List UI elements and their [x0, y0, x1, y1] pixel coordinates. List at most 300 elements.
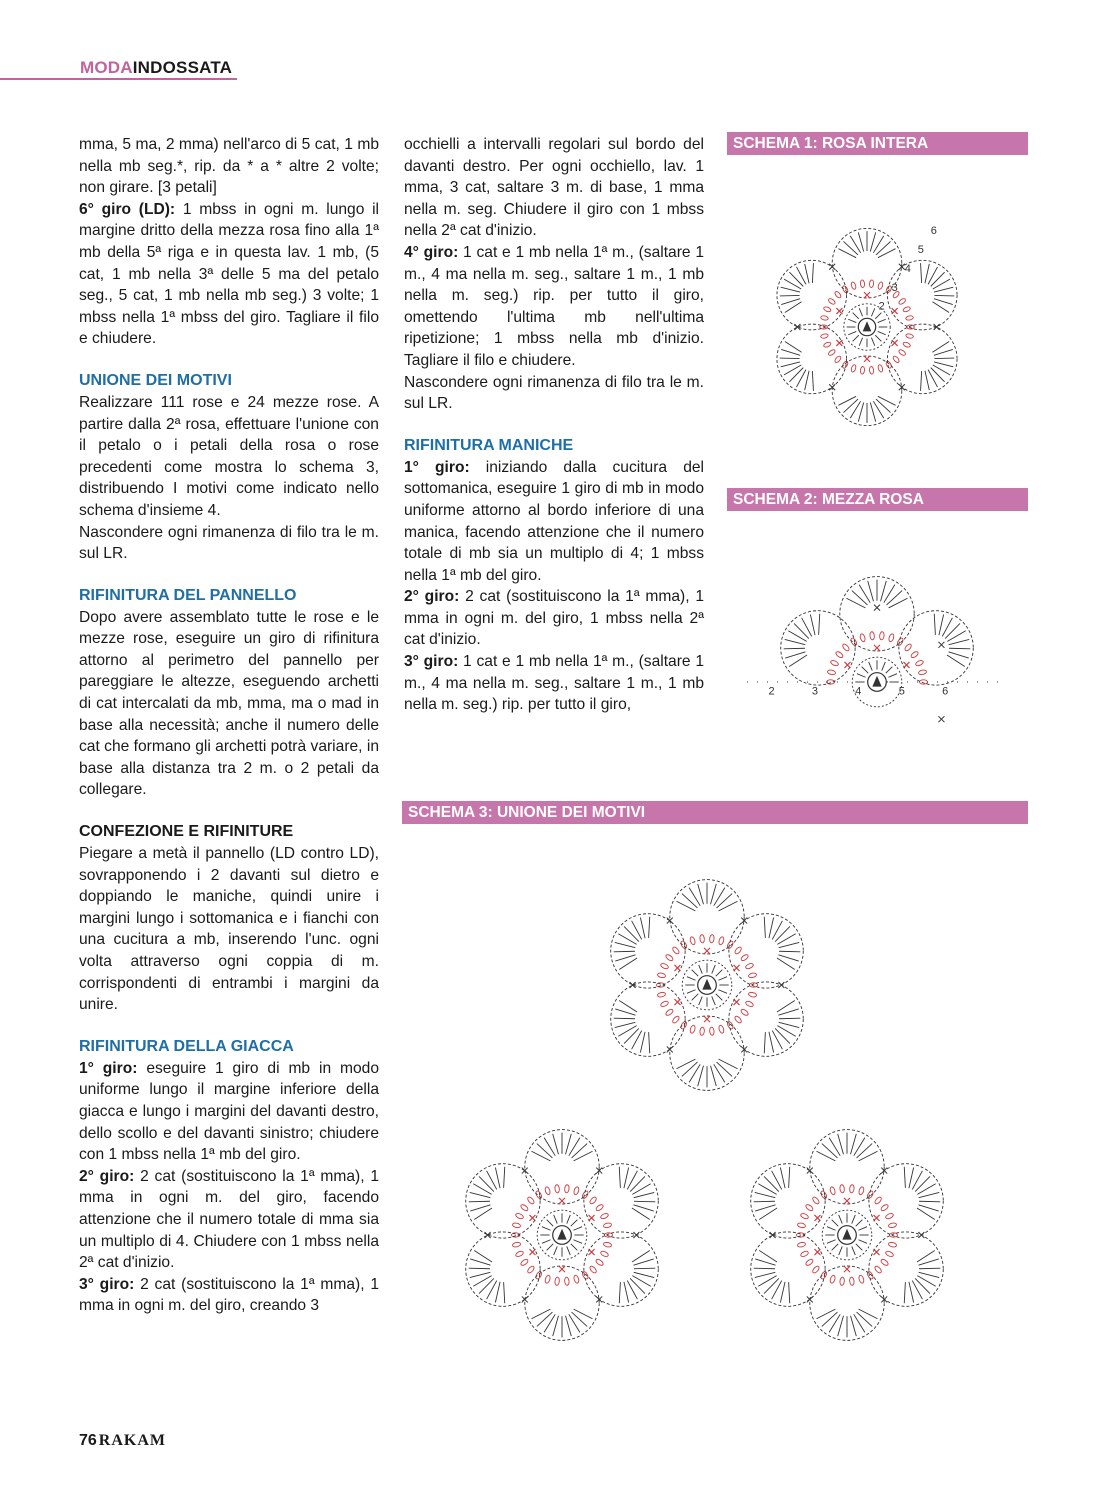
treble-stitch [785, 652, 805, 658]
single-crochet-red [874, 645, 880, 651]
treble-stitch [789, 368, 803, 382]
chain-stitch-red [600, 1212, 609, 1219]
chain-stitch-red [660, 1000, 669, 1007]
treble-stitch [838, 1316, 844, 1336]
single-crochet-mark [938, 642, 944, 648]
treble-stitch [633, 1259, 653, 1265]
paragraph: Piegare a metà il pannello (LD contro LD), sovrapponendo i 2 davanti sul dietro e doppiando le maniche, quindi unire i margini lungo i sottomanica e i fianchi con una cucitura a mb, inserendo l'unc. ogni volta attraverso ogni coppia di m. corrispondenti di entrambi i margini da unire. [79, 845, 379, 1014]
treble-stitch [711, 1066, 717, 1086]
chain-stitch-red [573, 1186, 580, 1195]
treble-stitch [919, 1201, 940, 1202]
stitch-mark [716, 970, 723, 977]
chain-stitch-red [812, 1265, 821, 1274]
treble-stitch [939, 615, 944, 636]
treble-stitch [627, 1171, 637, 1190]
chain-stitch-red [718, 936, 725, 945]
treble-stitch [566, 1316, 572, 1336]
single-crochet-red [559, 1198, 565, 1204]
treble-stitch [912, 1281, 922, 1300]
treble-stitch [615, 955, 635, 961]
treble-stitch [566, 1134, 572, 1154]
treble-stitch [755, 1205, 775, 1211]
stitch-mark [848, 331, 856, 334]
stitch-mark [875, 313, 881, 319]
chain-stitch-red [842, 643, 851, 652]
treble-stitch [764, 917, 765, 938]
round-label: 1° giro: [404, 458, 470, 476]
chain-stitch-red [827, 669, 836, 675]
treble-stitch [934, 614, 935, 635]
treble-stitch [470, 1192, 491, 1197]
treble-stitch [878, 396, 896, 405]
treble-stitch [473, 1276, 491, 1287]
treble-stitch [881, 581, 887, 601]
treble-stitch [714, 888, 725, 906]
treble-stitch [574, 1309, 593, 1319]
stitch-mark [856, 1244, 863, 1251]
treble-stitch [676, 901, 695, 911]
treble-stitch [689, 1064, 700, 1082]
round-number-label: 2 [768, 685, 775, 698]
section-label-black: INDOSSATA [132, 58, 233, 77]
treble-stitch [487, 1281, 497, 1300]
single-crochet-red [674, 965, 680, 971]
round-text: 1 cat e 1 mb nella 1ª m., (saltare 1 m., 4 ma nella m. seg., saltare 1 m., 1 mb nella m. seg.) rip. per tutto il giro, [404, 653, 704, 714]
paragraph [79, 1274, 379, 1317]
treble-stitch [917, 1250, 935, 1262]
treble-stitch [794, 623, 809, 638]
chain-stitch-red [879, 632, 884, 640]
treble-stitch [934, 358, 954, 359]
stitch-mark [858, 1240, 867, 1244]
treble-stitch [878, 249, 896, 258]
chain-stitch-red [805, 1258, 814, 1266]
treble-stitch [859, 1151, 878, 1161]
chain-stitch-red [680, 1021, 688, 1030]
chain-stitch-red [828, 298, 836, 306]
treble-stitch [619, 1167, 620, 1188]
treble-stitch [909, 1282, 914, 1303]
paragraph: Dopo avere assemblato tutte le rose e le mezze rose, eseguire un giro di rifinitura attorno al perimetro del pannello per pareggiare le altezze, eseguendo archetti di cat intercalati da mb, mma, ma o mad in base alla necessità; anche il numero delle cat che formano gli archetti potrà variare, in base alla distanza tra 2 m. o 2 petali da collegare. [79, 608, 379, 799]
treble-stitch [857, 1144, 873, 1158]
treble-stitch [772, 1031, 782, 1050]
treble-stitch [919, 1192, 940, 1197]
treble-stitch [945, 623, 960, 638]
treble-stitch [838, 249, 856, 258]
single-crochet-red [589, 1249, 595, 1255]
treble-stitch [933, 365, 950, 375]
treble-stitch [785, 341, 802, 352]
treble-stitch [779, 1018, 800, 1019]
round-number-label: 6 [942, 685, 949, 698]
treble-stitch [714, 1064, 725, 1082]
treble-stitch [921, 371, 922, 391]
treble-stitch [632, 1250, 650, 1262]
treble-stitch [928, 370, 937, 387]
treble-stitch [785, 639, 806, 644]
chain-stitch-red [689, 1025, 696, 1034]
treble-stitch [873, 401, 883, 418]
chain-stitch-red [665, 954, 674, 962]
single-crochet-mark [770, 1232, 776, 1238]
treble-stitch [912, 1171, 922, 1190]
stitch-mark [832, 1244, 839, 1251]
round-label: 2° giro: [79, 1167, 135, 1185]
round-text: 1 cat e 1 mb nella 1ª m., (saltare 1 m., 4 ma nella m. seg., saltare 1 m., 1 mb nella m. seg.) rip. per tutto il giro, omettendo l'ultima mb nell'ultima ripetizione; 1 mbss nella mb d'inizio. Tagliare il filo e chiudere. [404, 243, 704, 369]
stitch-mark [827, 1227, 836, 1231]
treble-stitch [822, 1144, 838, 1158]
treble-stitch [780, 1168, 785, 1189]
stitch-mark [882, 662, 886, 671]
stitch-mark [852, 1246, 856, 1255]
chain-stitch-red [829, 1186, 836, 1195]
round-label: 3° giro: [404, 653, 459, 671]
treble-stitch [947, 631, 965, 642]
treble-stitch [632, 1208, 650, 1220]
chain-stitch-red [905, 315, 913, 321]
treble-stitch [870, 232, 875, 251]
treble-stitch [627, 1281, 637, 1300]
section-heading: RIFINITURA MANICHE [404, 436, 574, 454]
treble-stitch [772, 1281, 782, 1300]
stitch-mark [699, 965, 703, 974]
round-number-label: 6 [930, 225, 937, 238]
treble-stitch [781, 349, 800, 355]
chain-stitch-red [745, 962, 754, 969]
treble-stitch [470, 1259, 490, 1265]
treble-stitch [618, 934, 636, 945]
treble-stitch [919, 1268, 940, 1269]
chain-stitch-red [812, 1196, 821, 1205]
single-crochet-mark [934, 324, 940, 330]
single-crochet-red [704, 948, 710, 954]
treble-stitch [781, 287, 800, 292]
chain-stitch-red [834, 291, 842, 299]
round-number-label: 5 [917, 244, 924, 257]
chain-stitch-red [740, 1008, 749, 1016]
stitch-mark [875, 335, 881, 341]
stitch-mark [856, 1220, 863, 1227]
round-text: iniziando dalla cucitura del sottomanica, eseguire 1 giro di mb in modo uniforme attorno al bordo inferiore di una manica, facendo attenzione che il numero totale di mb sia un multiplo di 4; 1 mbss nella 1ª mb del giro. [404, 458, 704, 584]
treble-stitch [470, 1272, 491, 1277]
treble-stitch [676, 1059, 695, 1069]
treble-stitch [474, 1250, 492, 1262]
single-crochet-red [874, 1215, 880, 1221]
section-heading: UNIONE DEI MOTIVI [79, 371, 232, 389]
stitch-mark [571, 1220, 578, 1227]
stitch-mark [542, 1240, 551, 1244]
treble-stitch [784, 365, 801, 375]
treble-stitch [816, 1151, 835, 1161]
treble-stitch [934, 287, 953, 292]
stitch-mark [871, 338, 874, 346]
treble-stitch [925, 264, 929, 283]
treble-stitch [784, 279, 801, 289]
stitch-mark [692, 994, 699, 1001]
single-crochet-red [892, 308, 898, 314]
treble-stitch [781, 362, 800, 367]
treble-stitch [846, 598, 865, 608]
single-crochet-mark [938, 716, 944, 722]
treble-stitch [572, 1144, 588, 1158]
treble-stitch [775, 926, 790, 941]
chain-stitch-red [835, 651, 844, 659]
chain-stitch-red [564, 1277, 569, 1285]
treble-stitch [624, 926, 639, 941]
treble-stitch [915, 1176, 930, 1191]
treble-stitch [884, 585, 895, 603]
treble-stitch [779, 951, 800, 952]
treble-stitch [772, 921, 782, 940]
treble-stitch [624, 1028, 639, 1043]
treble-stitch [777, 958, 795, 970]
chain-stitch-red [829, 1275, 836, 1284]
chain-stitch-red [748, 992, 757, 998]
section-heading: RIFINITURA DELLA GIACCA [79, 1037, 294, 1055]
treble-stitch [933, 279, 950, 289]
chain-stitch-red [888, 1242, 897, 1248]
chain-stitch-red [718, 1025, 725, 1034]
chain-stitch-red [880, 1258, 889, 1266]
chain-stitch-red [603, 1242, 612, 1248]
chain-stitch-red [905, 333, 913, 339]
treble-stitch [843, 241, 858, 254]
treble-stitch [789, 272, 803, 286]
treble-stitch [764, 1176, 779, 1191]
stitch-mark [853, 313, 859, 319]
treble-stitch [618, 1026, 636, 1037]
treble-stitch [876, 241, 891, 254]
single-crochet-red [814, 1249, 820, 1255]
chain-stitch-red [734, 1015, 743, 1024]
chain-stitch-red [869, 366, 874, 374]
treble-stitch [689, 888, 700, 906]
treble-stitch [473, 1184, 491, 1195]
treble-stitch [904, 1282, 905, 1303]
treble-stitch [857, 1312, 873, 1326]
stitch-mark [852, 1215, 856, 1224]
header-rule [0, 78, 237, 80]
treble-stitch [789, 655, 807, 667]
chain-stitch-red [573, 1275, 580, 1284]
treble-stitch [850, 401, 860, 418]
chain-stitch-red [595, 1204, 604, 1212]
chain-stitch-red [672, 946, 681, 955]
stitch-mark [716, 994, 723, 1001]
stitch-mark [827, 1240, 836, 1244]
round-text: 1 mbss in ogni m. lungo il margine dritto della mezza rosa fino alla 1ª mb della 5ª riga e in questa lav. 1 mb, (5 cat, 1 mb nella 3ª delle 5 ma del petalo seg., 5 cat, 1 mb nella mb seg.) 3 volte; 1 mbss nella 1ª mbss del giro. Tagliare il filo e chiudere. [79, 200, 380, 348]
stitch-mark [839, 1246, 843, 1255]
treble-stitch [469, 1201, 490, 1202]
treble-stitch [649, 1032, 650, 1053]
chain-stitch-red [595, 1258, 604, 1266]
round-number-label: 4 [904, 262, 911, 275]
treble-stitch [931, 368, 945, 382]
treble-stitch [949, 648, 970, 649]
chain-stitch-red [858, 1186, 865, 1195]
treble-stitch [931, 272, 945, 286]
stitch-mark [886, 667, 893, 674]
chain-stitch-red [823, 306, 832, 313]
treble-stitch [889, 598, 908, 608]
treble-stitch [630, 1176, 645, 1191]
treble-stitch [649, 917, 650, 938]
treble-stitch [805, 371, 809, 390]
treble-stitch [755, 1259, 775, 1265]
treble-stitch [719, 1059, 738, 1069]
treble-stitch [854, 1314, 865, 1332]
treble-stitch [553, 1316, 559, 1336]
paragraph [404, 586, 704, 651]
chain-stitch-red [660, 962, 669, 969]
treble-stitch [805, 264, 809, 283]
treble-stitch [904, 1167, 905, 1188]
treble-stitch [640, 1032, 645, 1053]
single-crochet-red [589, 1215, 595, 1221]
treble-stitch [634, 1272, 655, 1277]
treble-stitch [544, 1314, 555, 1332]
round-text: 2 cat (sostituiscono la 1ª mma), 1 mma in ogni m. del giro, facendo attenzione che il numero totale di mma sia un multiplo di 4. Chiudere con 1 mbss nella 2ª cat d'inizio. [79, 1167, 379, 1272]
chain-stitch-red [603, 1222, 612, 1228]
treble-stitch [812, 263, 813, 283]
treble-stitch [717, 1062, 733, 1076]
paragraph [79, 199, 379, 350]
treble-stitch [859, 1309, 878, 1319]
start-arrow-icon [557, 1229, 566, 1240]
treble-stitch [829, 1138, 840, 1156]
treble-stitch [843, 399, 858, 412]
section-header [80, 58, 232, 78]
chain-stitch-red [820, 315, 828, 321]
stitch-mark [857, 674, 866, 678]
chain-stitch-red [745, 1000, 754, 1007]
treble-stitch [819, 614, 820, 635]
round-number-label: 4 [855, 685, 862, 698]
paragraph: Nascondere ogni rimanenza di filo tra le m. sul LR. [404, 373, 704, 413]
stitch-mark [839, 1215, 843, 1224]
treble-stitch [632, 1184, 650, 1195]
treble-stitch [764, 1032, 765, 1053]
treble-stitch [504, 1282, 505, 1303]
treble-stitch [925, 371, 929, 390]
chain-stitch-red [874, 1265, 883, 1274]
treble-stitch [682, 894, 698, 908]
chain-stitch-red [850, 364, 856, 372]
treble-stitch [682, 1062, 698, 1076]
round-number-label: 3 [891, 281, 898, 294]
treble-stitch [537, 1312, 553, 1326]
stitch-mark [859, 308, 862, 316]
chain-stitch-red [840, 1185, 845, 1193]
schema-3-title: SCHEMA 3: UNIONE DEI MOTIVI [402, 801, 1028, 824]
chain-stitch-red [700, 1027, 705, 1035]
chain-stitch-red [902, 341, 911, 348]
treble-stitch [495, 1282, 500, 1303]
treble-stitch [781, 299, 800, 305]
chain-stitch-red [849, 1185, 854, 1193]
chain-stitch-red [877, 364, 883, 372]
single-crochet-red [836, 340, 842, 346]
chain-stitch-red [657, 992, 666, 998]
stitch-mark [718, 977, 727, 981]
treble-stitch [487, 1171, 497, 1190]
start-arrow-icon [872, 676, 881, 687]
chain-stitch-red [823, 341, 832, 348]
chain-stitch-red [515, 1212, 524, 1219]
stitch-mark [871, 308, 874, 316]
section-label-pink: MODA [80, 58, 133, 77]
stitch-mark [692, 970, 699, 977]
single-crochet-red [734, 965, 740, 971]
chain-stitch-red [544, 1275, 551, 1284]
stitch-mark [554, 1215, 558, 1224]
chain-stitch-red [535, 1190, 543, 1199]
stitch-mark [573, 1227, 582, 1231]
chain-stitch-red [919, 680, 927, 684]
treble-stitch [754, 1268, 775, 1269]
chain-stitch-red [874, 1196, 883, 1205]
treble-stitch [934, 295, 954, 296]
schema-1-rose-diagram [727, 172, 1027, 472]
start-arrow-icon [702, 979, 711, 990]
treble-stitch [777, 1000, 795, 1012]
treble-stitch [632, 1031, 642, 1050]
stitch-mark [712, 965, 716, 974]
treble-stitch [574, 1151, 593, 1161]
treble-stitch [758, 1276, 776, 1287]
paragraph [404, 457, 704, 587]
round-text: 2 cat (sostituiscono la 1ª mma), 1 mma in ogni m. del giro, 1 mbss nella 2ª cat d'inizio. [404, 588, 704, 649]
treble-stitch [719, 901, 738, 911]
single-crochet-red [874, 1249, 880, 1255]
treble-stitch [624, 1168, 629, 1189]
chain-stitch-red [515, 1250, 524, 1257]
treble-stitch [632, 1276, 650, 1287]
treble-stitch [531, 1151, 550, 1161]
treble-stitch [759, 1250, 777, 1262]
chain-stitch-red [734, 946, 743, 955]
chain-stitch-red [860, 366, 865, 374]
chain-stitch-red [820, 333, 828, 339]
stitch-mark [567, 1215, 571, 1224]
chain-stitch-red [902, 306, 911, 313]
stitch-mark [862, 667, 869, 674]
chain-stitch-red [850, 637, 858, 646]
start-arrow-icon [842, 1229, 851, 1240]
chain-stitch-red [680, 940, 688, 949]
treble-stitch [769, 918, 774, 939]
treble-stitch [887, 591, 903, 605]
treble-stitch [816, 1309, 835, 1319]
treble-stitch [572, 1312, 588, 1326]
chain-stitch-red [898, 298, 906, 306]
chain-stitch-red [709, 935, 714, 943]
paragraph: mma, 5 ma, 2 mma) nell'arco di 5 cat, 1 mb nella mb seg.*, rip. da * a * altre 2 volte; non girare. [3 petali] [79, 136, 379, 197]
single-crochet-red [529, 1249, 535, 1255]
treble-stitch [829, 1314, 840, 1332]
start-arrow-icon [863, 321, 872, 331]
chain-stitch-red [657, 972, 666, 978]
schema-1-title: SCHEMA 1: ROSA INTERA [727, 132, 1028, 155]
chain-stitch-red [842, 285, 849, 294]
treble-stitch [942, 618, 952, 637]
single-crochet-mark [778, 982, 784, 988]
magazine-name: RAKAM [98, 1432, 167, 1449]
chain-stitch-red [898, 349, 906, 357]
stitch-mark [542, 1227, 551, 1231]
treble-stitch [858, 403, 863, 422]
treble-stitch [777, 1026, 795, 1037]
